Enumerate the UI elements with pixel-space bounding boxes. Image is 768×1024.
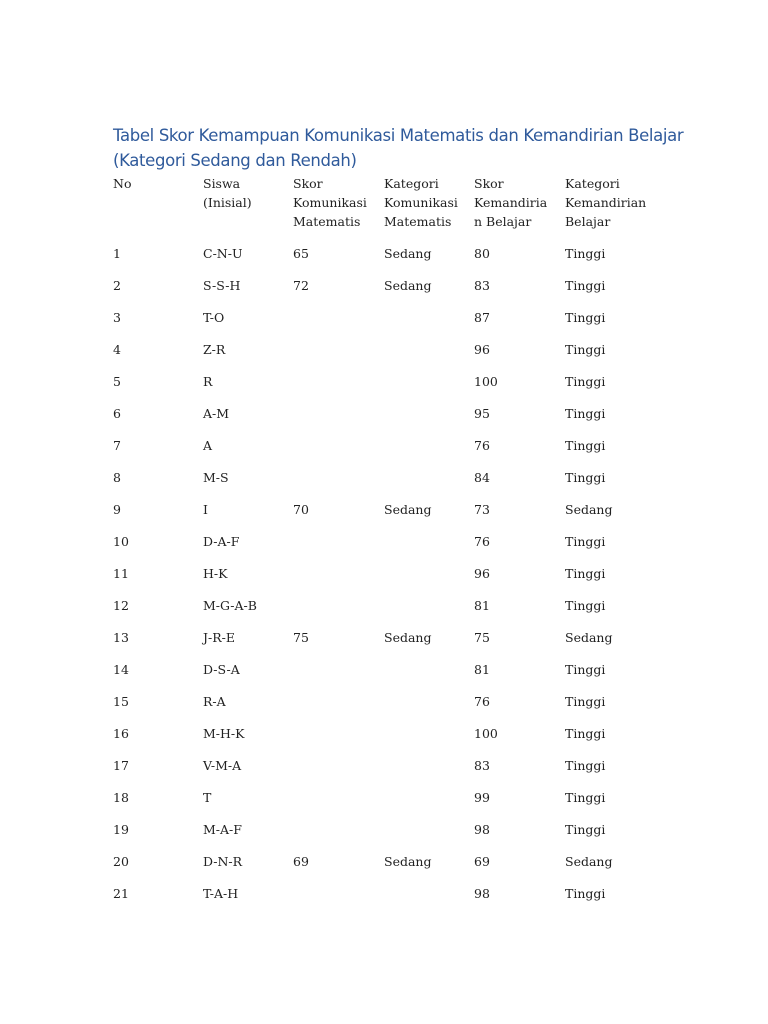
cell-siswa: D-N-R bbox=[203, 854, 243, 869]
table-row bbox=[113, 526, 673, 558]
cell-kategori-kemandirian: Tinggi bbox=[565, 406, 606, 421]
table-row bbox=[113, 558, 673, 590]
cell-kategori-komunikasi: Sedang bbox=[384, 854, 432, 869]
cell-kategori-kemandirian: Tinggi bbox=[565, 310, 606, 325]
cell-no: 4 bbox=[113, 342, 121, 357]
table-row bbox=[113, 718, 673, 750]
table-title: Tabel Skor Kemampuan Komunikasi Matematis dan Kemandirian Belajar (Kategori Sedang dan Rendah) bbox=[113, 126, 684, 170]
cell-kategori-kemandirian: Sedang bbox=[565, 630, 613, 645]
cell-skor-kemandirian: 81 bbox=[474, 662, 490, 677]
header-line: Matematis bbox=[293, 214, 361, 229]
cell-no: 15 bbox=[113, 694, 129, 709]
cell-no: 3 bbox=[113, 310, 121, 325]
header-no bbox=[113, 174, 199, 193]
table-row bbox=[113, 302, 673, 334]
cell-siswa: S-S-H bbox=[203, 278, 241, 293]
cell-kategori-kemandirian: Tinggi bbox=[565, 374, 606, 389]
cell-skor-kemandirian: 73 bbox=[474, 502, 490, 517]
cell-kategori-kemandirian: Tinggi bbox=[565, 822, 606, 837]
cell-siswa: M-A-F bbox=[203, 822, 242, 837]
cell-kategori-komunikasi: Sedang bbox=[384, 278, 432, 293]
header-line: Komunikasi bbox=[293, 195, 367, 210]
header-line: Skor bbox=[293, 176, 323, 191]
cell-skor-kemandirian: 81 bbox=[474, 598, 490, 613]
cell-siswa: M-S bbox=[203, 470, 229, 485]
header-line: Kemandirian bbox=[565, 195, 647, 210]
cell-skor-kemandirian: 98 bbox=[474, 822, 490, 837]
cell-kategori-kemandirian: Tinggi bbox=[565, 726, 606, 741]
cell-no: 20 bbox=[113, 854, 129, 869]
header-line: n Belajar bbox=[474, 214, 532, 229]
table-row bbox=[113, 590, 673, 622]
cell-kategori-kemandirian: Tinggi bbox=[565, 694, 606, 709]
table-row bbox=[113, 366, 673, 398]
table-row bbox=[113, 782, 673, 814]
cell-skor-kemandirian: 84 bbox=[474, 470, 490, 485]
cell-no: 8 bbox=[113, 470, 121, 485]
cell-siswa: A-M bbox=[203, 406, 230, 421]
cell-skor-kemandirian: 83 bbox=[474, 278, 490, 293]
cell-siswa: V-M-A bbox=[203, 758, 242, 773]
cell-kategori-kemandirian: Tinggi bbox=[565, 662, 606, 677]
cell-kategori-kemandirian: Tinggi bbox=[565, 790, 606, 805]
table-row bbox=[113, 686, 673, 718]
cell-siswa: M-H-K bbox=[203, 726, 245, 741]
cell-siswa: R bbox=[203, 374, 213, 389]
cell-kategori-kemandirian: Tinggi bbox=[565, 598, 606, 613]
cell-kategori-komunikasi: Sedang bbox=[384, 630, 432, 645]
cell-no: 11 bbox=[113, 566, 129, 581]
table-row bbox=[113, 238, 673, 270]
cell-no: 18 bbox=[113, 790, 129, 805]
table-row bbox=[113, 622, 673, 654]
table-row bbox=[113, 814, 673, 846]
header-line: Kategori bbox=[384, 176, 439, 191]
cell-no: 19 bbox=[113, 822, 129, 837]
cell-kategori-kemandirian: Tinggi bbox=[565, 342, 606, 357]
cell-siswa: D-A-F bbox=[203, 534, 240, 549]
cell-skor-kemandirian: 100 bbox=[474, 726, 498, 741]
header-line: (Inisial) bbox=[203, 195, 252, 210]
cell-no: 16 bbox=[113, 726, 129, 741]
cell-kategori-kemandirian: Tinggi bbox=[565, 278, 606, 293]
cell-kategori-kemandirian: Tinggi bbox=[565, 534, 606, 549]
cell-no: 2 bbox=[113, 278, 121, 293]
table-row bbox=[113, 398, 673, 430]
table-row bbox=[113, 878, 673, 910]
header-line: Kategori bbox=[565, 176, 620, 191]
cell-kategori-kemandirian: Sedang bbox=[565, 502, 613, 517]
cell-no: 13 bbox=[113, 630, 129, 645]
cell-no: 14 bbox=[113, 662, 129, 677]
header-kategori-komunikasi bbox=[384, 174, 470, 231]
cell-skor-kemandirian: 100 bbox=[474, 374, 498, 389]
cell-kategori-komunikasi: Sedang bbox=[384, 246, 432, 261]
cell-kategori-kemandirian: Tinggi bbox=[565, 470, 606, 485]
cell-kategori-kemandirian: Tinggi bbox=[565, 438, 606, 453]
header-line: Belajar bbox=[565, 214, 611, 229]
cell-siswa: C-N-U bbox=[203, 246, 243, 261]
cell-siswa: J-R-E bbox=[203, 630, 235, 645]
cell-skor-komunikasi: 65 bbox=[293, 246, 309, 261]
table-row bbox=[113, 846, 673, 878]
cell-kategori-kemandirian: Sedang bbox=[565, 854, 613, 869]
cell-skor-kemandirian: 80 bbox=[474, 246, 490, 261]
cell-siswa: H-K bbox=[203, 566, 228, 581]
cell-no: 10 bbox=[113, 534, 129, 549]
cell-no: 17 bbox=[113, 758, 129, 773]
table-body bbox=[113, 238, 673, 910]
cell-skor-kemandirian: 98 bbox=[474, 886, 490, 901]
table-row bbox=[113, 654, 673, 686]
cell-no: 12 bbox=[113, 598, 129, 613]
cell-skor-kemandirian: 96 bbox=[474, 342, 490, 357]
cell-siswa: D-S-A bbox=[203, 662, 240, 677]
cell-skor-komunikasi: 72 bbox=[293, 278, 309, 293]
cell-skor-kemandirian: 75 bbox=[474, 630, 490, 645]
header-skor-komunikasi bbox=[293, 174, 379, 231]
cell-skor-kemandirian: 83 bbox=[474, 758, 490, 773]
table-row bbox=[113, 494, 673, 526]
cell-no: 7 bbox=[113, 438, 121, 453]
header-line: Siswa bbox=[203, 176, 241, 191]
cell-kategori-kemandirian: Tinggi bbox=[565, 758, 606, 773]
cell-skor-komunikasi: 70 bbox=[293, 502, 309, 517]
header-line: Matematis bbox=[384, 214, 452, 229]
cell-siswa: I bbox=[203, 502, 208, 517]
header-skor-kemandirian bbox=[474, 174, 560, 231]
header-line: Skor bbox=[474, 176, 504, 191]
cell-kategori-kemandirian: Tinggi bbox=[565, 566, 606, 581]
cell-skor-kemandirian: 76 bbox=[474, 438, 490, 453]
cell-no: 21 bbox=[113, 886, 129, 901]
table-header-row bbox=[113, 174, 673, 238]
cell-skor-komunikasi: 69 bbox=[293, 854, 309, 869]
header-kategori-kemandirian bbox=[565, 174, 651, 231]
cell-no: 9 bbox=[113, 502, 121, 517]
header-line: Kemandiria bbox=[474, 195, 548, 210]
header-siswa bbox=[203, 174, 289, 212]
table-row bbox=[113, 750, 673, 782]
cell-kategori-kemandirian: Tinggi bbox=[565, 886, 606, 901]
cell-kategori-kemandirian: Tinggi bbox=[565, 246, 606, 261]
cell-siswa: T-O bbox=[203, 310, 225, 325]
cell-no: 5 bbox=[113, 374, 121, 389]
table-row bbox=[113, 334, 673, 366]
cell-kategori-komunikasi: Sedang bbox=[384, 502, 432, 517]
cell-skor-kemandirian: 76 bbox=[474, 694, 490, 709]
header-line: Komunikasi bbox=[384, 195, 458, 210]
header-line: No bbox=[113, 176, 132, 191]
cell-skor-komunikasi: 75 bbox=[293, 630, 309, 645]
cell-siswa: A bbox=[203, 438, 213, 453]
cell-skor-kemandirian: 87 bbox=[474, 310, 490, 325]
cell-siswa: R-A bbox=[203, 694, 226, 709]
cell-siswa: M-G-A-B bbox=[203, 598, 257, 613]
cell-skor-kemandirian: 96 bbox=[474, 566, 490, 581]
cell-no: 1 bbox=[113, 246, 121, 261]
table-row bbox=[113, 430, 673, 462]
table-row bbox=[113, 270, 673, 302]
cell-no: 6 bbox=[113, 406, 121, 421]
cell-skor-kemandirian: 99 bbox=[474, 790, 490, 805]
score-table bbox=[113, 174, 673, 910]
cell-siswa: T-A-H bbox=[203, 886, 239, 901]
cell-skor-kemandirian: 95 bbox=[474, 406, 490, 421]
cell-siswa: Z-R bbox=[203, 342, 226, 357]
table-row bbox=[113, 462, 673, 494]
cell-siswa: T bbox=[203, 790, 212, 805]
cell-skor-kemandirian: 69 bbox=[474, 854, 490, 869]
cell-skor-kemandirian: 76 bbox=[474, 534, 490, 549]
